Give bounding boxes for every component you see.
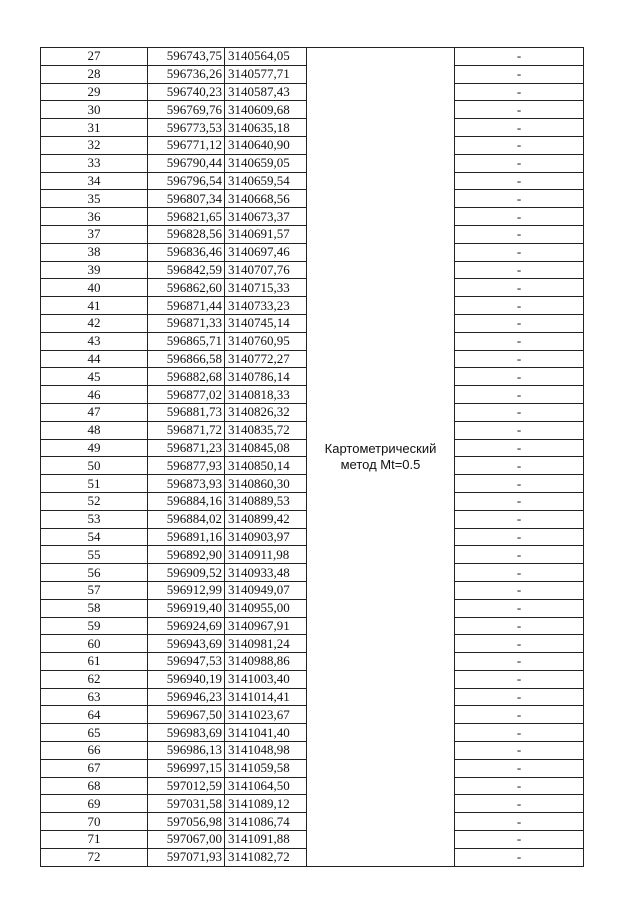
accuracy-cell: - [455, 742, 584, 760]
x-coordinate-cell: 596891,16 [148, 528, 225, 546]
accuracy-cell: - [455, 190, 584, 208]
y-coordinate-cell: 3140826,32 [225, 403, 307, 421]
accuracy-cell: - [455, 314, 584, 332]
x-coordinate-cell: 596884,16 [148, 492, 225, 510]
point-number-cell: 48 [41, 421, 148, 439]
accuracy-cell: - [455, 777, 584, 795]
y-coordinate-cell: 3140981,24 [225, 635, 307, 653]
accuracy-cell: - [455, 564, 584, 582]
y-coordinate-cell: 3141064,50 [225, 777, 307, 795]
x-coordinate-cell: 596997,15 [148, 759, 225, 777]
method-line-2: метод Mt=0.5 [340, 456, 421, 472]
x-coordinate-cell: 596940,19 [148, 670, 225, 688]
point-number-cell: 47 [41, 403, 148, 421]
accuracy-cell: - [455, 119, 584, 137]
x-coordinate-cell: 596909,52 [148, 564, 225, 582]
accuracy-cell: - [455, 813, 584, 831]
y-coordinate-cell: 3140988,86 [225, 653, 307, 671]
y-coordinate-cell: 3140860,30 [225, 475, 307, 493]
y-coordinate-cell: 3140899,42 [225, 510, 307, 528]
accuracy-cell: - [455, 706, 584, 724]
y-coordinate-cell: 3140659,05 [225, 154, 307, 172]
x-coordinate-cell: 596919,40 [148, 599, 225, 617]
accuracy-cell: - [455, 670, 584, 688]
x-coordinate-cell: 597071,93 [148, 848, 225, 866]
y-coordinate-cell: 3141089,12 [225, 795, 307, 813]
accuracy-cell: - [455, 279, 584, 297]
y-coordinate-cell: 3140659,54 [225, 172, 307, 190]
x-coordinate-cell: 596836,46 [148, 243, 225, 261]
point-number-cell: 66 [41, 742, 148, 760]
accuracy-cell: - [455, 350, 584, 368]
point-number-cell: 65 [41, 724, 148, 742]
y-coordinate-cell: 3140772,27 [225, 350, 307, 368]
point-number-cell: 45 [41, 368, 148, 386]
point-number-cell: 69 [41, 795, 148, 813]
accuracy-cell: - [455, 243, 584, 261]
y-coordinate-cell: 3140564,05 [225, 48, 307, 66]
accuracy-cell: - [455, 546, 584, 564]
point-number-cell: 56 [41, 564, 148, 582]
x-coordinate-cell: 596882,68 [148, 368, 225, 386]
point-number-cell: 62 [41, 670, 148, 688]
y-coordinate-cell: 3140760,95 [225, 332, 307, 350]
y-coordinate-cell: 3141091,88 [225, 831, 307, 849]
x-coordinate-cell: 596983,69 [148, 724, 225, 742]
x-coordinate-cell: 596871,72 [148, 421, 225, 439]
x-coordinate-cell: 596871,23 [148, 439, 225, 457]
point-number-cell: 57 [41, 581, 148, 599]
point-number-cell: 42 [41, 314, 148, 332]
y-coordinate-cell: 3140933,48 [225, 564, 307, 582]
accuracy-cell: - [455, 617, 584, 635]
y-coordinate-cell: 3140850,14 [225, 457, 307, 475]
accuracy-cell: - [455, 154, 584, 172]
y-coordinate-cell: 3141086,74 [225, 813, 307, 831]
y-coordinate-cell: 3141059,58 [225, 759, 307, 777]
x-coordinate-cell: 596769,76 [148, 101, 225, 119]
table-row [41, 48, 584, 66]
x-coordinate-cell: 596871,44 [148, 297, 225, 315]
accuracy-cell: - [455, 635, 584, 653]
accuracy-cell: - [455, 439, 584, 457]
x-coordinate-cell: 596946,23 [148, 688, 225, 706]
accuracy-cell: - [455, 581, 584, 599]
x-coordinate-cell: 596892,90 [148, 546, 225, 564]
x-coordinate-cell: 596947,53 [148, 653, 225, 671]
point-number-cell: 54 [41, 528, 148, 546]
point-number-cell: 46 [41, 386, 148, 404]
point-number-cell: 60 [41, 635, 148, 653]
x-coordinate-cell: 597031,58 [148, 795, 225, 813]
point-number-cell: 72 [41, 848, 148, 866]
point-number-cell: 61 [41, 653, 148, 671]
x-coordinate-cell: 596790,44 [148, 154, 225, 172]
accuracy-cell: - [455, 368, 584, 386]
x-coordinate-cell: 597056,98 [148, 813, 225, 831]
y-coordinate-cell: 3140745,14 [225, 314, 307, 332]
point-number-cell: 55 [41, 546, 148, 564]
point-number-cell: 68 [41, 777, 148, 795]
point-number-cell: 49 [41, 439, 148, 457]
accuracy-cell: - [455, 528, 584, 546]
accuracy-cell: - [455, 48, 584, 66]
point-number-cell: 53 [41, 510, 148, 528]
x-coordinate-cell: 596924,69 [148, 617, 225, 635]
y-coordinate-cell: 3140715,33 [225, 279, 307, 297]
accuracy-cell: - [455, 475, 584, 493]
x-coordinate-cell: 596743,75 [148, 48, 225, 66]
x-coordinate-cell: 596740,23 [148, 83, 225, 101]
point-number-cell: 63 [41, 688, 148, 706]
point-number-cell: 52 [41, 492, 148, 510]
point-number-cell: 37 [41, 225, 148, 243]
point-number-cell: 35 [41, 190, 148, 208]
method-line-1: Картометрический [324, 440, 437, 456]
x-coordinate-cell: 596796,54 [148, 172, 225, 190]
y-coordinate-cell: 3140967,91 [225, 617, 307, 635]
accuracy-cell: - [455, 599, 584, 617]
x-coordinate-cell: 596873,93 [148, 475, 225, 493]
point-number-cell: 64 [41, 706, 148, 724]
accuracy-cell: - [455, 492, 584, 510]
point-number-cell: 38 [41, 243, 148, 261]
point-number-cell: 43 [41, 332, 148, 350]
x-coordinate-cell: 596881,73 [148, 403, 225, 421]
y-coordinate-cell: 3140835,72 [225, 421, 307, 439]
point-number-cell: 51 [41, 475, 148, 493]
accuracy-cell: - [455, 172, 584, 190]
y-coordinate-cell: 3140845,08 [225, 439, 307, 457]
x-coordinate-cell: 596884,02 [148, 510, 225, 528]
y-coordinate-cell: 3140818,33 [225, 386, 307, 404]
x-coordinate-cell: 596771,12 [148, 136, 225, 154]
point-number-cell: 36 [41, 208, 148, 226]
accuracy-cell: - [455, 848, 584, 866]
y-coordinate-cell: 3140889,53 [225, 492, 307, 510]
y-coordinate-cell: 3140640,90 [225, 136, 307, 154]
accuracy-cell: - [455, 261, 584, 279]
point-number-cell: 41 [41, 297, 148, 315]
accuracy-cell: - [455, 831, 584, 849]
accuracy-cell: - [455, 386, 584, 404]
x-coordinate-cell: 596986,13 [148, 742, 225, 760]
accuracy-cell: - [455, 403, 584, 421]
accuracy-cell: - [455, 208, 584, 226]
accuracy-cell: - [455, 83, 584, 101]
x-coordinate-cell: 596967,50 [148, 706, 225, 724]
y-coordinate-cell: 3140587,43 [225, 83, 307, 101]
coordinates-table-body [41, 48, 584, 867]
accuracy-cell: - [455, 101, 584, 119]
y-coordinate-cell: 3140786,14 [225, 368, 307, 386]
x-coordinate-cell: 597012,59 [148, 777, 225, 795]
y-coordinate-cell: 3140733,23 [225, 297, 307, 315]
accuracy-cell: - [455, 795, 584, 813]
y-coordinate-cell: 3140668,56 [225, 190, 307, 208]
x-coordinate-cell: 596866,58 [148, 350, 225, 368]
x-coordinate-cell: 596807,34 [148, 190, 225, 208]
x-coordinate-cell: 596821,65 [148, 208, 225, 226]
coordinates-table [40, 47, 584, 867]
accuracy-cell: - [455, 421, 584, 439]
x-coordinate-cell: 596877,93 [148, 457, 225, 475]
y-coordinate-cell: 3141003,40 [225, 670, 307, 688]
point-number-cell: 59 [41, 617, 148, 635]
x-coordinate-cell: 596842,59 [148, 261, 225, 279]
y-coordinate-cell: 3141023,67 [225, 706, 307, 724]
x-coordinate-cell: 596736,26 [148, 65, 225, 83]
point-number-cell: 40 [41, 279, 148, 297]
point-number-cell: 28 [41, 65, 148, 83]
accuracy-cell: - [455, 510, 584, 528]
y-coordinate-cell: 3140955,00 [225, 599, 307, 617]
accuracy-cell: - [455, 653, 584, 671]
x-coordinate-cell: 596943,69 [148, 635, 225, 653]
point-number-cell: 39 [41, 261, 148, 279]
x-coordinate-cell: 597067,00 [148, 831, 225, 849]
accuracy-cell: - [455, 136, 584, 154]
x-coordinate-cell: 596871,33 [148, 314, 225, 332]
point-number-cell: 70 [41, 813, 148, 831]
y-coordinate-cell: 3140903,97 [225, 528, 307, 546]
method-cell [307, 48, 455, 867]
point-number-cell: 29 [41, 83, 148, 101]
accuracy-cell: - [455, 724, 584, 742]
accuracy-cell: - [455, 65, 584, 83]
x-coordinate-cell: 596865,71 [148, 332, 225, 350]
x-coordinate-cell: 596862,60 [148, 279, 225, 297]
y-coordinate-cell: 3140697,46 [225, 243, 307, 261]
y-coordinate-cell: 3140707,76 [225, 261, 307, 279]
y-coordinate-cell: 3140949,07 [225, 581, 307, 599]
point-number-cell: 31 [41, 119, 148, 137]
point-number-cell: 44 [41, 350, 148, 368]
x-coordinate-cell: 596773,53 [148, 119, 225, 137]
point-number-cell: 32 [41, 136, 148, 154]
y-coordinate-cell: 3140673,37 [225, 208, 307, 226]
x-coordinate-cell: 596877,02 [148, 386, 225, 404]
y-coordinate-cell: 3140911,98 [225, 546, 307, 564]
point-number-cell: 33 [41, 154, 148, 172]
point-number-cell: 30 [41, 101, 148, 119]
y-coordinate-cell: 3141048,98 [225, 742, 307, 760]
y-coordinate-cell: 3141082,72 [225, 848, 307, 866]
accuracy-cell: - [455, 688, 584, 706]
y-coordinate-cell: 3141041,40 [225, 724, 307, 742]
accuracy-cell: - [455, 759, 584, 777]
point-number-cell: 71 [41, 831, 148, 849]
y-coordinate-cell: 3140577,71 [225, 65, 307, 83]
accuracy-cell: - [455, 297, 584, 315]
accuracy-cell: - [455, 225, 584, 243]
x-coordinate-cell: 596912,99 [148, 581, 225, 599]
point-number-cell: 50 [41, 457, 148, 475]
point-number-cell: 58 [41, 599, 148, 617]
point-number-cell: 34 [41, 172, 148, 190]
y-coordinate-cell: 3141014,41 [225, 688, 307, 706]
point-number-cell: 27 [41, 48, 148, 66]
point-number-cell: 67 [41, 759, 148, 777]
y-coordinate-cell: 3140609,68 [225, 101, 307, 119]
accuracy-cell: - [455, 332, 584, 350]
accuracy-cell: - [455, 457, 584, 475]
x-coordinate-cell: 596828,56 [148, 225, 225, 243]
y-coordinate-cell: 3140691,57 [225, 225, 307, 243]
y-coordinate-cell: 3140635,18 [225, 119, 307, 137]
